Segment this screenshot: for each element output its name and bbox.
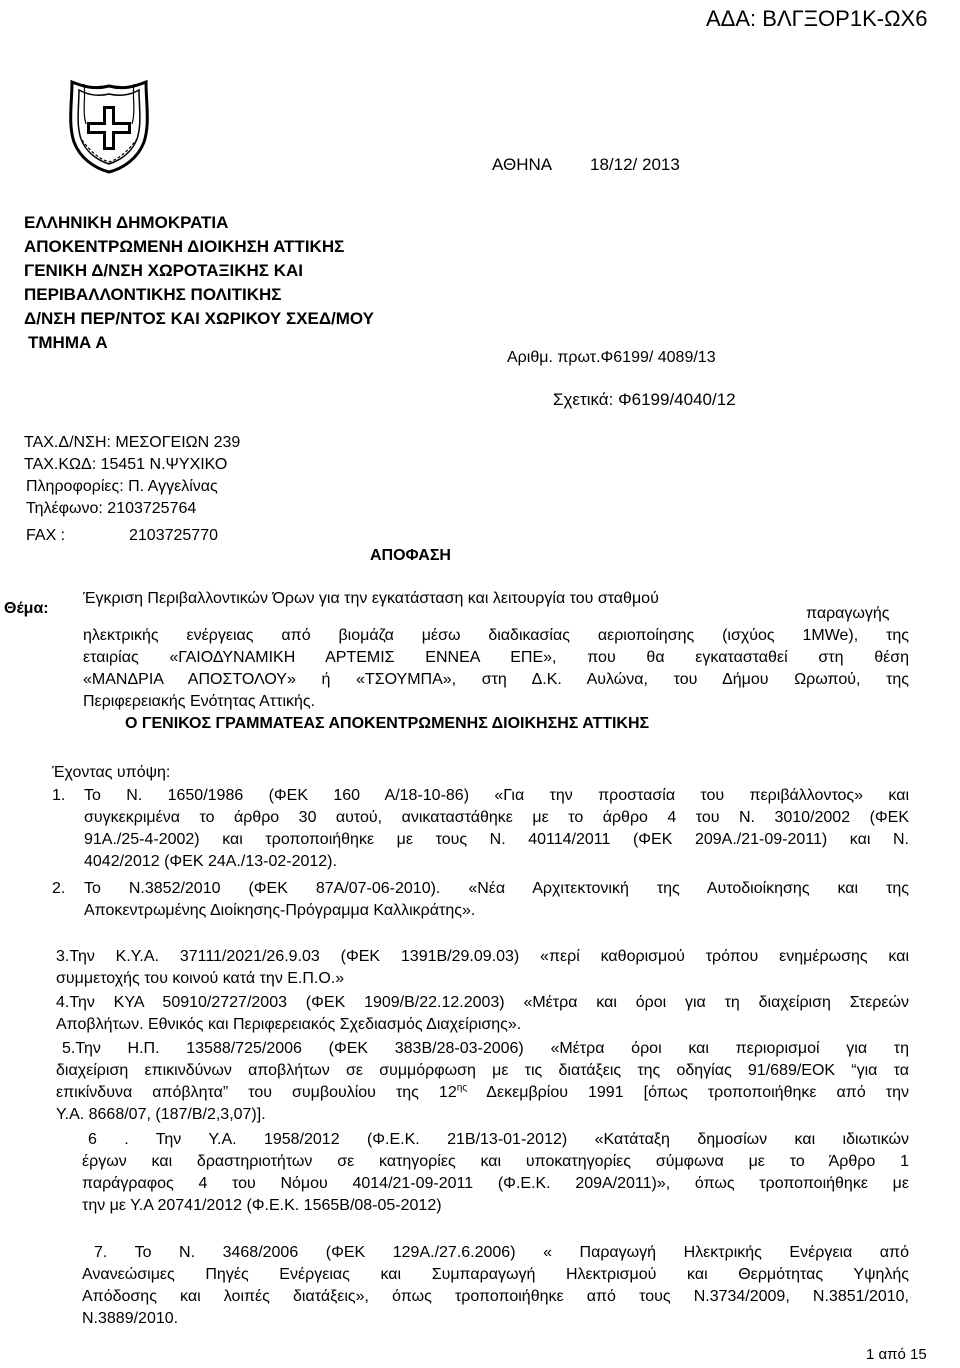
issuer-block (24, 211, 374, 355)
greek-emblem-icon (62, 80, 156, 174)
related-reference: Σχετικά: Φ6199/4040/12 (553, 390, 736, 409)
subject-line: εταιρίας «ΓΑΙΟΔΥΝΑΜΙΚΗ ΑΡΤΕΜΙΣ ΕΝΝΕΑ ΕΠΕ», που θα εγκατασταθεί στη θέση (83, 649, 909, 666)
item-line-part: Δεκεμβρίου 1991 [όπως τροποποιήθηκε από την (467, 1084, 909, 1101)
issuer-line: ΕΛΛΗΝΙΚΗ ΔΗΜΟΚΡΑΤΙΑ (24, 213, 229, 232)
contact-info: Πληροφορίες: Π. Αγγελίνας (26, 478, 218, 495)
item-line: 3.Την Κ.Υ.Α. 37111/2021/26.9.03 (ΦΕΚ 1391Β/29.09.03) «περί καθορισμού τρόπου ενημέρωσης και (56, 948, 909, 965)
item-line: Ν.3889/2010. (82, 1310, 179, 1327)
list-item (82, 1242, 909, 1330)
fax-number: 2103725770 (129, 527, 218, 544)
item-line: παράγραφος 4 του Νόμου 4014/21-09-2011 (Φ.Ε.Κ. 209Α/2011)», όπως τροποποιήθηκε με (82, 1175, 909, 1192)
subject-line: ηλεκτρικής ενέργειας από βιομάζα μέσω διαδικασίας αεριοποίησης (ισχύος 1MWe), της (83, 627, 909, 644)
contact-postcode: ΤΑΧ.ΚΩΔ: 15451 Ν.ΨΥΧΙΚΟ (24, 456, 228, 473)
ordinal-superscript: ης (456, 1082, 468, 1094)
list-item (84, 878, 909, 922)
item-line: έργων και δραστηριοτήτων σε κατηγορίες και υποκατηγορίες σύμφωνα με το Άρθρο 1 (82, 1153, 909, 1170)
place: ΑΘΗΝΑ (492, 155, 553, 174)
item-line: συμμετοχής του κοινού κατά την Ε.Π.Ο.» (56, 970, 345, 987)
item-line: 7. Το Ν. 3468/2006 (ΦΕΚ 129Α./27.6.2006) « Παραγωγή Ηλεκτρικής Ενέργεια από (94, 1244, 909, 1261)
list-item (56, 992, 909, 1036)
issuer-line: ΠΕΡΙΒΑΛΛΟΝΤΙΚΗΣ ΠΟΛΙΤΙΚΗΣ (24, 285, 282, 304)
item-line: την με Υ.Α 20741/2012 (Φ.Ε.Κ. 1565Β/08-05-2012) (82, 1197, 442, 1214)
issuer-line: ΤΜΗΜΑ Α (28, 333, 108, 352)
contact-block (24, 432, 240, 520)
contact-address: ΤΑΧ.Δ/ΝΣΗ: ΜΕΣΟΓΕΙΩΝ 239 (24, 434, 241, 451)
list-item (56, 946, 909, 990)
ada-code: ΑΔΑ: ΒΛΓΞΟΡ1Κ-ΩΧ6 (706, 6, 928, 31)
protocol-number: Αριθμ. πρωτ.Φ6199/ 4089/13 (507, 349, 716, 366)
item-line: 6 . Την Υ.Α. 1958/2012 (Φ.Ε.Κ. 21Β/13-01-2012) «Κατάταξη δημοσίων και ιδιωτικών (88, 1131, 909, 1148)
subject-label: Θέμα: (4, 600, 49, 617)
date: 18/12/ 2013 (590, 155, 680, 174)
subject-line: «ΜΑΝΔΡΙΑ ΑΠΟΣΤΟΛΟΥ» ή «ΤΣΟΥΜΠΑ», στη Δ.Κ. Αυλώνα, του Δήμου Ωρωπού, της (83, 671, 909, 688)
subject-body (83, 625, 909, 713)
page-number: 1 από 15 (866, 1346, 927, 1363)
authority-heading: Ο ΓΕΝΙΚΟΣ ΓΡΑΜΜΑΤΕΑΣ ΑΠΟΚΕΝΤΡΩΜΕΝΗΣ ΔΙΟΙΚΗΣΗΣ ΑΤΤΙΚΗΣ (125, 715, 650, 732)
item-line: Απόδοσης και λοιπές διατάξεις», όπως τροποποιήθηκε από τους Ν.3734/2009, Ν.3851/2010, (82, 1288, 909, 1305)
item-line-part: επικίνδυνα απόβλητα” του συμβουλίου της 12 (56, 1084, 457, 1101)
issuer-line: Δ/ΝΣΗ ΠΕΡ/ΝΤΟΣ ΚΑΙ ΧΩΡΙΚΟΥ ΣΧΕΔ/ΜΟΥ (24, 309, 375, 328)
subject-line: Έγκριση Περιβαλλοντικών Όρων για την εγκατάσταση και λειτουργία του σταθμού (83, 590, 659, 607)
contact-phone: Τηλέφωνο: 2103725764 (26, 500, 197, 517)
item-line: Αποκεντρωμένης Διοίκησης-Πρόγραμμα Καλλικράτης». (84, 902, 476, 919)
item-line (56, 1082, 909, 1104)
item-line: 4.Την ΚΥΑ 50910/2727/2003 (ΦΕΚ 1909/Β/22.12.2003) «Μέτρα και όροι για τη διαχείριση Στερεών (56, 994, 909, 1011)
issuer-line: ΑΠΟΚΕΝΤΡΩΜΕΝΗ ΔΙΟΙΚΗΣΗ ΑΤΤΙΚΗΣ (24, 237, 345, 256)
item-line: Ανανεώσιμες Πηγές Ενέργειας και Συμπαραγωγή Ηλεκτρισμού και Θερμότητας Υψηλής (82, 1266, 909, 1283)
item-number: 2. (52, 880, 66, 897)
item-line: Το Ν.3852/2010 (ΦΕΚ 87Α/07-06-2010). «Νέα Αρχιτεκτονική της Αυτοδιοίκησης και της (84, 880, 909, 897)
item-number: 1. (52, 787, 66, 804)
item-line: 4042/2012 (ΦΕΚ 24Α./13-02-2012). (84, 853, 337, 870)
item-line: Υ.Α. 8668/07, (187/Β/2,3,07)]. (56, 1106, 266, 1123)
considering-heading: Έχοντας υπόψη: (52, 764, 171, 781)
list-item (56, 1038, 909, 1126)
item-line: Αποβλήτων. Εθνικός και Περιφερειακός Σχεδιασμός Διαχείρισης». (56, 1016, 522, 1033)
document-type: ΑΠΟΦΑΣΗ (370, 547, 451, 564)
subject-line: Περιφερειακής Ενότητας Αττικής. (83, 693, 316, 710)
list-item (82, 1129, 909, 1217)
item-line: συγκεκριμένα το άρθρο 30 αυτού, ανικαταστάθηκε με το άρθρο 4 του Ν. 3010/2002 (ΦΕΚ (84, 809, 909, 826)
issuer-line: ΓΕΝΙΚΗ Δ/ΝΣΗ ΧΩΡΟΤΑΞΙΚΗΣ ΚΑΙ (24, 261, 303, 280)
list-item (84, 785, 909, 873)
item-line: 91Α./25-4-2002) και τροποποιήθηκε με τους Ν. 40114/2011 (ΦΕΚ 209Α./21-09-2011) και Ν. (84, 831, 909, 848)
fax-label: FAX : (26, 527, 66, 544)
item-line: 5.Την Η.Π. 13588/725/2006 (ΦΕΚ 383Β/28-03-2006) «Μέτρα όροι και περιορισμοί για τη (62, 1040, 909, 1057)
item-line: διαχείριση επικινδύνων αποβλήτων σε συμμόρφωση με τις διατάξεις της οδηγίας 91/689/ΕΟΚ “για τα (56, 1062, 909, 1079)
subject-line-tail: παραγωγής (806, 605, 890, 622)
item-line: Το Ν. 1650/1986 (ΦΕΚ 160 Α/18-10-86) «Για την προστασία του περιβάλλοντος» και (84, 787, 909, 804)
